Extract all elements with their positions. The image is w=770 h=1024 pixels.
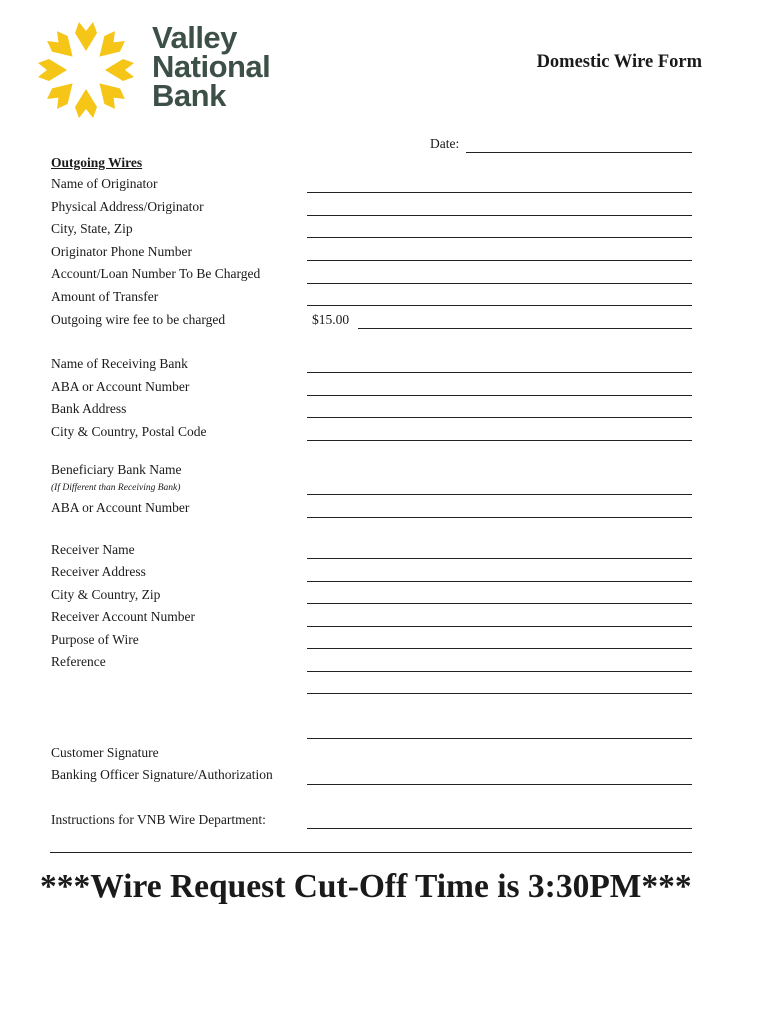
originator-name-label: Name of Originator: [51, 176, 158, 191]
cutoff-notice: ***Wire Request Cut-Off Time is 3:30PM***: [40, 868, 692, 905]
customer-signature-label: Customer Signature: [51, 745, 159, 760]
beneficiary-aba-field[interactable]: [307, 517, 692, 518]
bank-name-line-3: Bank: [152, 78, 226, 113]
bank-city-label: City & Country, Postal Code: [51, 424, 207, 439]
bank-logo: [36, 20, 296, 120]
date-field[interactable]: [466, 152, 692, 153]
originator-phone-field[interactable]: [307, 260, 692, 261]
receiving-aba-label: ABA or Account Number: [51, 379, 190, 394]
receiver-city-label: City & Country, Zip: [51, 587, 161, 602]
officer-signature-label: Banking Officer Signature/Authorization: [51, 767, 273, 782]
receiving-bank-label: Name of Receiving Bank: [51, 356, 188, 371]
beneficiary-bank-label: Beneficiary Bank Name: [51, 462, 182, 477]
logo-petal: [44, 28, 80, 64]
receiver-account-field[interactable]: [307, 626, 692, 627]
logo-petal: [92, 76, 128, 112]
bank-city-field[interactable]: [307, 440, 692, 441]
wire-fee-field[interactable]: [358, 328, 692, 329]
purpose-label: Purpose of Wire: [51, 632, 139, 647]
receiver-city-field[interactable]: [307, 603, 692, 604]
officer-signature-field[interactable]: [307, 784, 692, 785]
amount-label: Amount of Transfer: [51, 289, 159, 304]
receiver-name-field[interactable]: [307, 558, 692, 559]
bank-address-field[interactable]: [307, 417, 692, 418]
logo-petal: [75, 89, 97, 118]
receiver-name-label: Receiver Name: [51, 542, 135, 557]
reference-label: Reference: [51, 654, 106, 669]
vnb-star-logo-icon: [36, 20, 136, 120]
receiving-aba-field[interactable]: [307, 395, 692, 396]
date-label: Date:: [430, 136, 460, 151]
account-charged-field[interactable]: [307, 283, 692, 284]
beneficiary-bank-field[interactable]: [307, 494, 692, 495]
reference-field[interactable]: [307, 671, 692, 672]
logo-petal: [105, 59, 134, 81]
originator-name-field[interactable]: [307, 192, 692, 193]
instructions-field[interactable]: [307, 828, 692, 829]
form-title: Domestic Wire Form: [536, 52, 702, 72]
bank-name: [152, 20, 271, 113]
receiver-account-label: Receiver Account Number: [51, 609, 195, 624]
receiver-address-field[interactable]: [307, 581, 692, 582]
originator-address-label: Physical Address/Originator: [51, 199, 204, 214]
bank-name-line-1: Valley: [152, 20, 237, 55]
wire-fee-label: Outgoing wire fee to be charged: [51, 312, 226, 327]
divider: [50, 852, 692, 853]
beneficiary-bank-note: (If Different than Receiving Bank): [51, 483, 181, 493]
logo-petal: [44, 76, 80, 112]
originator-address-field[interactable]: [307, 215, 692, 216]
amount-field[interactable]: [307, 305, 692, 306]
customer-signature-field[interactable]: [307, 738, 692, 739]
logo-petal: [75, 22, 97, 51]
originator-city-field[interactable]: [307, 237, 692, 238]
bank-address-label: Bank Address: [51, 401, 127, 416]
logo-petal: [92, 28, 128, 64]
receiving-bank-field[interactable]: [307, 372, 692, 373]
purpose-field[interactable]: [307, 648, 692, 649]
bank-name-line-2: National: [152, 49, 271, 84]
originator-city-label: City, State, Zip: [51, 221, 133, 236]
logo-petal: [38, 59, 67, 81]
instructions-label: Instructions for VNB Wire Department:: [51, 812, 266, 827]
beneficiary-aba-label: ABA or Account Number: [51, 500, 190, 515]
account-charged-label: Account/Loan Number To Be Charged: [51, 266, 261, 281]
reference-field-line-2[interactable]: [307, 693, 692, 694]
originator-phone-label: Originator Phone Number: [51, 244, 192, 259]
section-heading-outgoing-wires: Outgoing Wires: [51, 155, 143, 170]
receiver-address-label: Receiver Address: [51, 564, 146, 579]
wire-fee-amount: $15.00: [312, 312, 350, 327]
